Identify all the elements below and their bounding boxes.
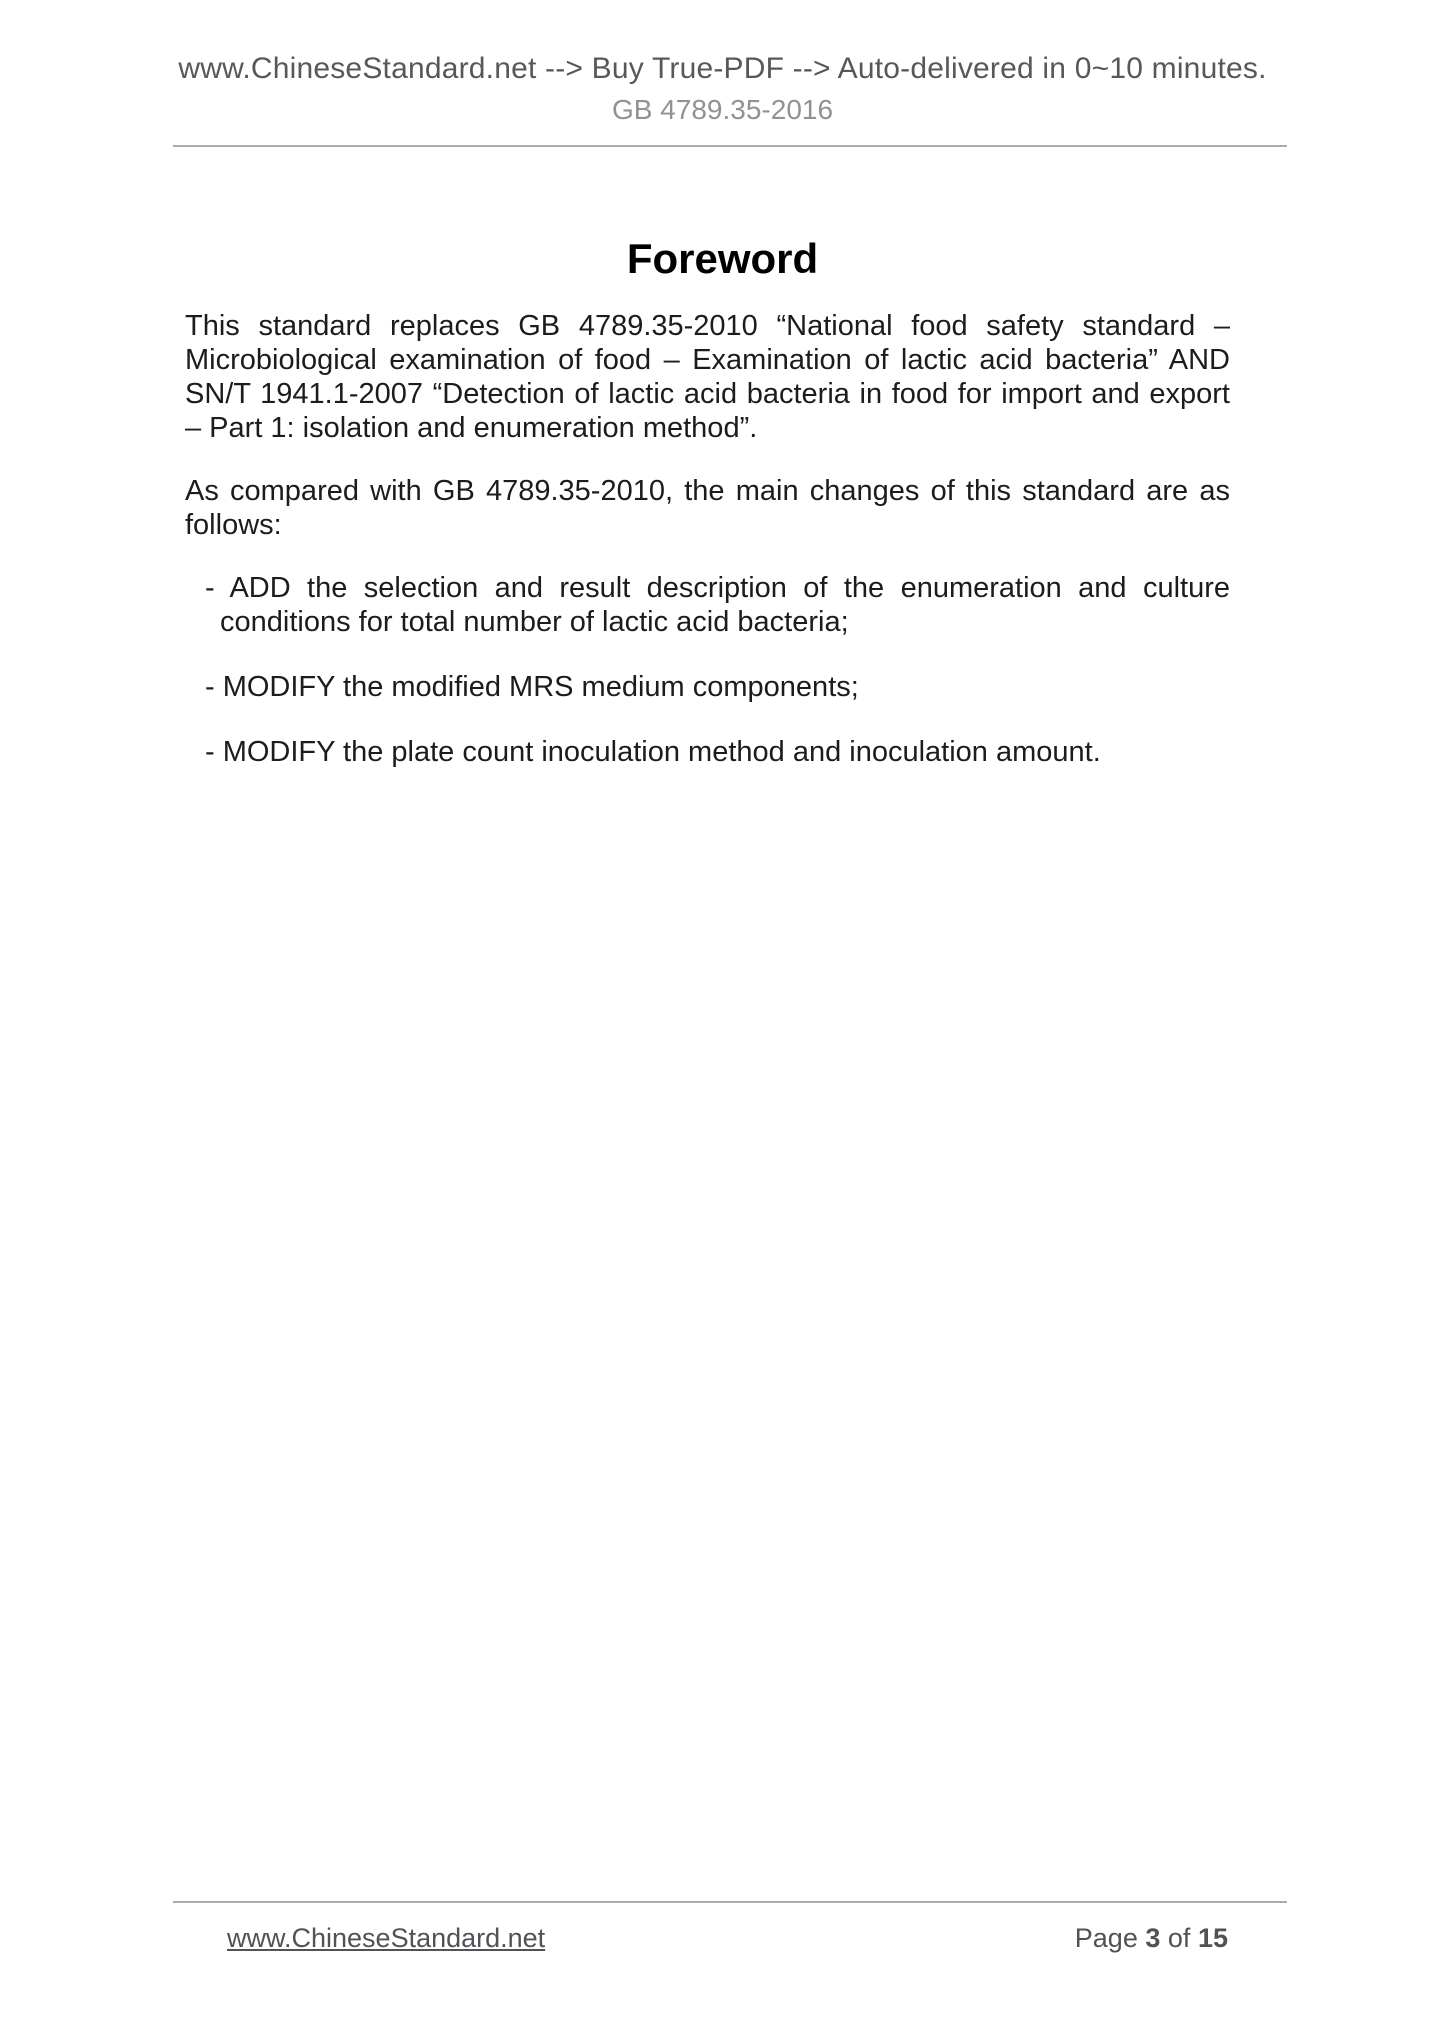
page-indicator-of: of (1167, 1923, 1191, 1953)
page-indicator-total: 15 (1197, 1923, 1228, 1953)
header-tagline: www.ChineseStandard.net --> Buy True-PDF --> Auto-delivered in 0~10 minutes. (178, 52, 1267, 85)
changes-list (185, 571, 1230, 769)
foreword-paragraph-changes-intro: As compared with GB 4789.35-2010, the main changes of this standard are as follows: (185, 475, 1230, 541)
foreword-paragraph-replaces: This standard replaces GB 4789.35-2010 “National food safety standard – Microbiological examination of food – Examination of lactic acid bacteria” AND SN/T 1941.1-2007 “Detection of lactic acid bacteria in food for import and export – Part 1: isolation and enumeration method”. (185, 310, 1230, 444)
change-item-modify-mrs: - MODIFY the modified MRS medium components; (205, 671, 859, 703)
page-indicator-label: Page (1074, 1923, 1138, 1953)
page-indicator-current: 3 (1145, 1923, 1161, 1953)
page-footer (227, 1922, 1228, 1954)
header-divider (173, 145, 1287, 147)
document-body (185, 309, 1230, 769)
doc-number: GB 4789.35-2016 (611, 94, 834, 125)
change-item-modify-plate-count: - MODIFY the plate count inoculation method and inoculation amount. (205, 736, 1101, 768)
footer-site-link[interactable]: www.ChineseStandard.net (227, 1923, 546, 1953)
page-header (0, 0, 1445, 147)
page-indicator (1075, 1922, 1228, 1954)
footer-divider (173, 1901, 1287, 1903)
page-title: Foreword (626, 235, 819, 282)
change-item-add-selection: - ADD the selection and result description of the enumeration and culture conditions for total number of lactic acid bacteria; (205, 572, 1230, 638)
